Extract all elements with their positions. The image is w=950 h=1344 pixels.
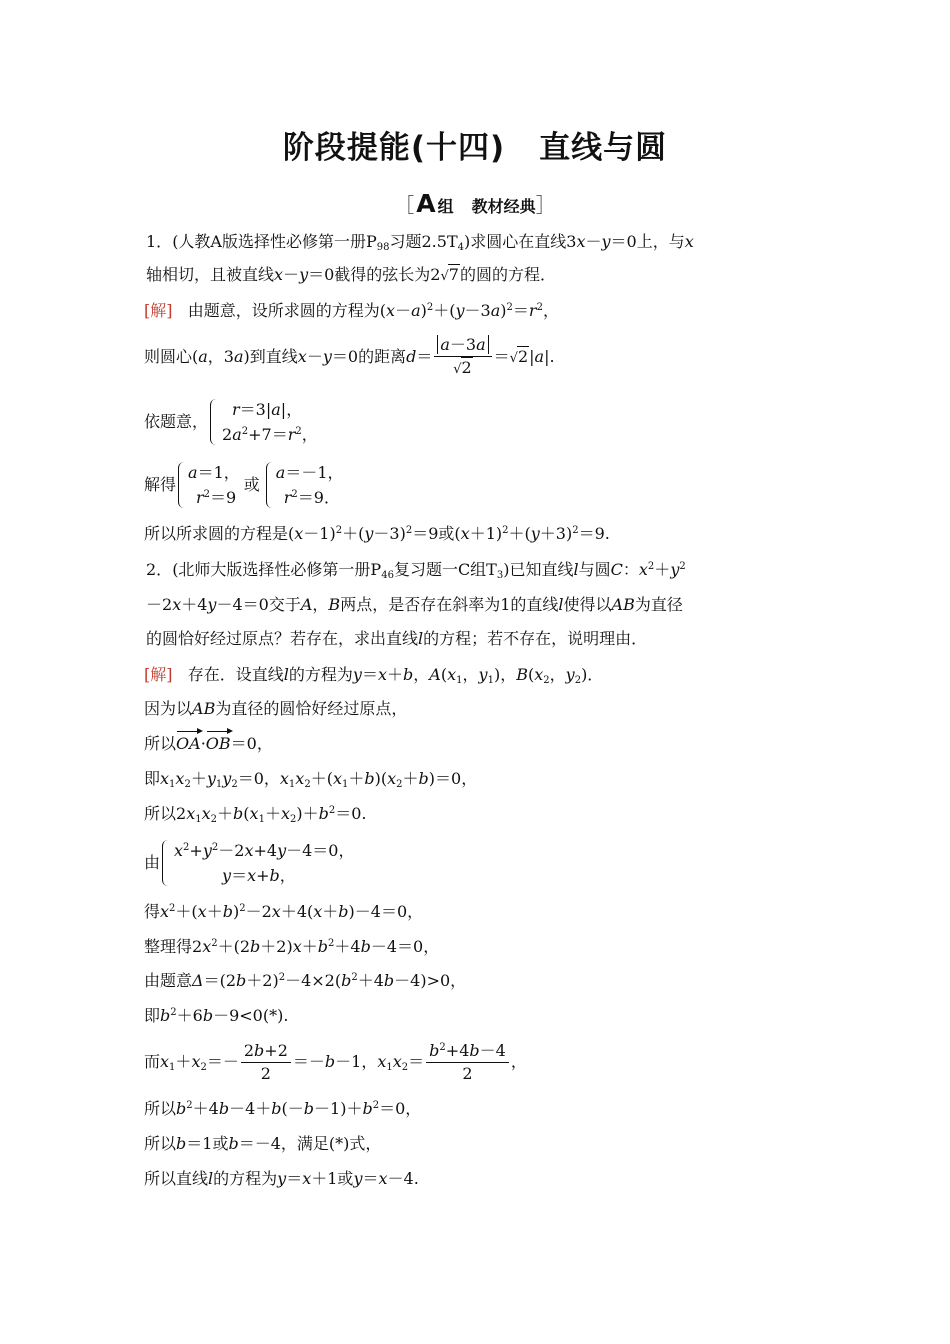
solution-2-line-get: 得$x^2+(x+b)^2-2x+4(x+b)-4=0$， xyxy=(144,902,424,921)
page-title: 阶段提能(十四) 直线与圆 xyxy=(282,130,668,166)
question-2-line-3: 的圆恰好经过原点？若存在，求出直线l的方程；若不存在，说明理由． xyxy=(146,629,648,648)
solution-2-line-arrange: 整理得$2x^2+(2b+2)x+b^2+4b-4=0$， xyxy=(144,937,440,956)
solution-tag: [解] xyxy=(144,665,173,684)
question-1-line-2: 轴相切，且被直线x－y＝0截得的弦长为2√7的圆的方程． xyxy=(146,265,556,284)
solution-1-distance: 则圆心(a，3a)到直线x－y＝0的距离d＝ $\frac{a-3a}{√2}$ ＝√2|a|. xyxy=(144,335,555,377)
solution-1-solve: 解得 a＝1， $r^2=9$ 或 a＝－1， $r^2=9$． xyxy=(144,463,344,507)
solution-1-conclusion: 所以所求圆的方程是$(x-1)^2+(y-3)^2=9$或$(x+1)^2+(y+3)^2=9$. xyxy=(144,524,610,543)
solution-1-conditions: 依题意， r＝3|a|， $2a^2+7=r^2$， xyxy=(144,400,318,444)
solution-2-line-substitute: 所以$b^2+4b-4+b(-b-1)+b^2=0$， xyxy=(144,1099,422,1118)
section-header: ［A 组 教材经典］ xyxy=(394,189,556,218)
solution-2-line-ie: 即$x_1x_2+y_1y_2=0$，$x_1x_2+(x_1+b)(x_2+b)=0$， xyxy=(144,769,478,790)
question-2-line-1: 2．(北师大版选择性必修第一册$P_{46}$复习题一C组$T_3$)已知直线l与圆C：$x^2+y^2$ xyxy=(146,560,686,581)
solution-2-line-so: 所以$2x_1x_2+b(x_1+x_2)+b^2=0$. xyxy=(144,804,367,825)
solution-tag: [解] xyxy=(144,301,173,320)
solution-1-setup: [解] 由题意，设所求圆的方程为$(x-a)^2+(y-3a)^2=r^2$， xyxy=(144,301,559,320)
question-1-line-1: 1．(人教A版选择性必修第一册$P_{98}$习题$2.5T_4$)求圆心在直线3x－y＝0上，与x xyxy=(146,232,694,253)
solution-2-line-because: 因为以AB为直径的圆恰好经过原点， xyxy=(144,699,408,718)
solution-2-line-ineq: 即$b^2+6b-9<0(*)$. xyxy=(144,1006,289,1025)
solution-2-conclusion: 所以直线l的方程为y＝x＋1或y＝x－4. xyxy=(144,1169,419,1188)
solution-2-line-delta: 由题意$\Delta=(2b+2)^2-4\times 2(b^2+4b-4)>0$， xyxy=(144,971,467,990)
solution-2-line-vieta: 而$x_1+x_2=-$ $\frac{2b+2}{2}$ ＝－b－1，$x_1x_2=$ $\frac{b^2+4b-4}{2}$ ， xyxy=(144,1041,527,1083)
solution-2-line-vector: 所以OA ·OB ＝0， xyxy=(144,733,273,755)
solution-2-system: 由 $x^2+y^2-2x+4y-4=0$， y＝x+b， xyxy=(144,841,355,885)
solution-2-line-b: 所以b＝1或b＝－4，满足(*)式， xyxy=(144,1134,382,1153)
solution-2-setup: [解] 存在．设直线l的方程为y＝x＋b，$A(x_1$，$y_1$)，$B(x_2$，$y_2$)． xyxy=(144,665,604,686)
question-2-line-2: －2x＋4y－4＝0交于A，B两点，是否存在斜率为1的直线l使得以AB为直径 xyxy=(146,595,683,614)
